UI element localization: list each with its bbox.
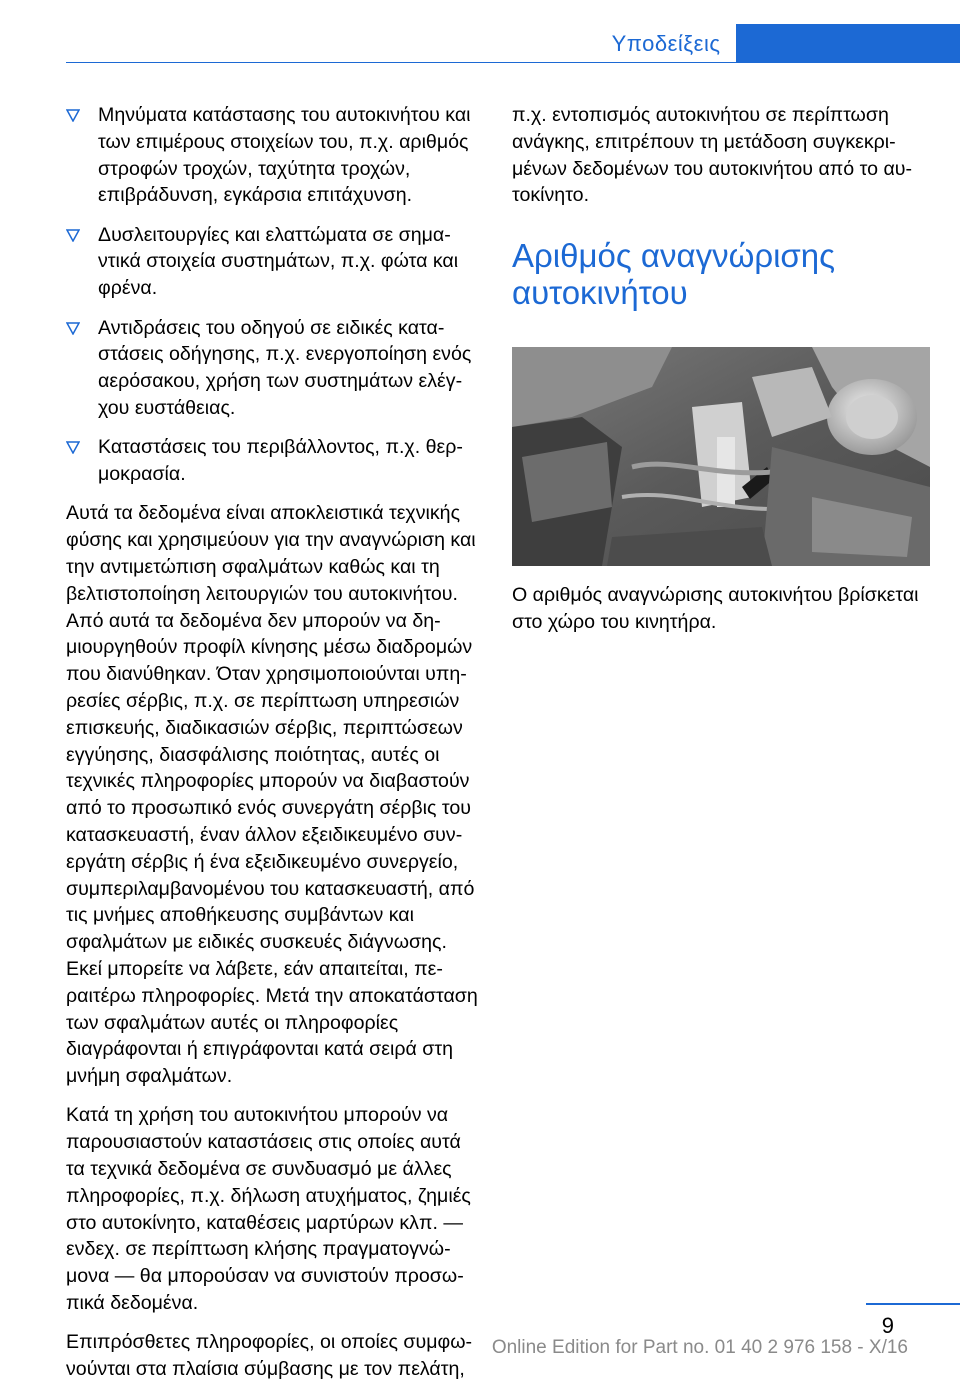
left-column <box>66 102 484 1395</box>
photo-caption: Ο αριθμός αναγνώρισης αυτοκινήτου βρίσκεται στο χώρο του κινητήρα. <box>512 584 919 633</box>
triangle-bullet-icon <box>66 229 80 242</box>
footer-rule <box>866 1303 960 1305</box>
triangle-bullet-icon <box>66 322 80 335</box>
list-item <box>66 102 484 209</box>
body-paragraph: Κατά τη χρήση του αυτοκινήτου μπορούν να παρουσιαστούν καταστάσεις στις οποίες αυτά τα τεχνικά δεδομένα σε συνδυασμό με άλλες πληροφορίες, π.χ. δήλωση ατυχήματος, ζημιές στο αυτοκίνητο, καταθέσεις μαρτύρων κλπ. — ενδεχ. σε περίπτωση κλήσης πραγματογνώμονα — θα μπορούσαν να συνιστούν προσωπικά δεδομένα. <box>66 1104 471 1314</box>
list-item-text: Καταστάσεις του περιβάλλοντος, π.χ. θερμοκρασία. <box>98 436 463 486</box>
triangle-bullet-icon <box>66 109 80 122</box>
page-number: 9 <box>881 1313 894 1338</box>
engine-bay-photo <box>512 347 930 566</box>
right-column <box>512 102 930 648</box>
list-item <box>66 434 484 488</box>
header-tab <box>736 24 960 63</box>
body-paragraph: Επιπρόσθετες πληροφορίες, οι οποίες συμφωνούνται στα πλαίσια σύμβασης με τον πελάτη, <box>66 1331 473 1381</box>
continuation-paragraph: π.χ. εντοπισμός αυτοκινήτου σε περίπτωση ανάγκης, επιτρέπουν τη μετάδοση συγκεκριμένων δεδομένων του αυτοκινήτου από το αυτοκίνητο. <box>512 104 913 207</box>
section-heading: Αριθμός αναγνώρισης αυτοκινήτου <box>512 237 836 312</box>
triangle-bullet-icon <box>66 441 80 454</box>
list-item-text: Αντιδράσεις του οδηγού σε ειδικές καταστάσεις οδήγησης, π.χ. ενεργοποίηση ενός αερόσακου, χρήση των συστημάτων ελέγχου ευστάθειας. <box>98 316 472 419</box>
body-paragraph: Αυτά τα δεδομένα είναι αποκλειστικά τεχνικής φύσης και χρησιμεύουν για την αναγνώριση και την αντιμετώπιση σφαλμάτων καθώς και τη βελτιστοποίηση λειτουργιών του αυτοκινήτου. Από αυτά τα δεδομένα δεν μπορούν να δημιουργηθούν προφίλ κίνησης μέσω διαδρομών που διανύθηκαν. Όταν χρησιμοποιούνται υπηρεσίες σέρβις, π.χ. σε περίπτωση υπηρεσιών επισκευής, διαδικασιών σέρβις, περιπτώσεων εγγύησης, διασφάλισης ποιότητας, αυτές οι τεχνικές πληροφορίες μπορούν να διαβαστούν από το προσωπικό ενός συνεργάτη σέρβις του κατασκευαστή, έναν άλλον εξειδικευμένο συνεργάτη σέρβις ή ένα εξειδικευμένο συνεργείο, συμπεριλαμβανομένου του κατασκευαστή, από τις μνήμες αποθήκευσης συμβάντων και σφαλμάτων με ειδικές συσκευές διάγνωσης. Εκεί μπορείτε να λάβετε, εάν απαιτείται, περαιτέρω πληροφορίες. Μετά την αποκατάσταση των σφαλμάτων αυτές οι πληροφορίες διαγράφονται ή επιγράφονται κατά σειρά στη μνήμη σφαλμάτων. <box>66 502 478 1088</box>
edition-footer: Online Edition for Part no. 01 40 2 976 158 - X/16 <box>491 1337 908 1358</box>
section-title: Υποδείξεις <box>611 31 721 56</box>
list-item <box>66 315 484 422</box>
list-item-text: Μηνύματα κατάστασης του αυτοκινήτου και των επιμέρους στοιχείων του, π.χ. αριθμός στροφών τροχών, ταχύτητα τροχών, επιβράδυνση, εγκάρσια επιτάχυνση. <box>98 104 471 207</box>
list-item-text: Δυσλειτουργίες και ελαττώματα σε σημαντικά στοιχεία συστημάτων, π.χ. φώτα και φρένα. <box>98 223 459 300</box>
list-item <box>66 222 484 302</box>
